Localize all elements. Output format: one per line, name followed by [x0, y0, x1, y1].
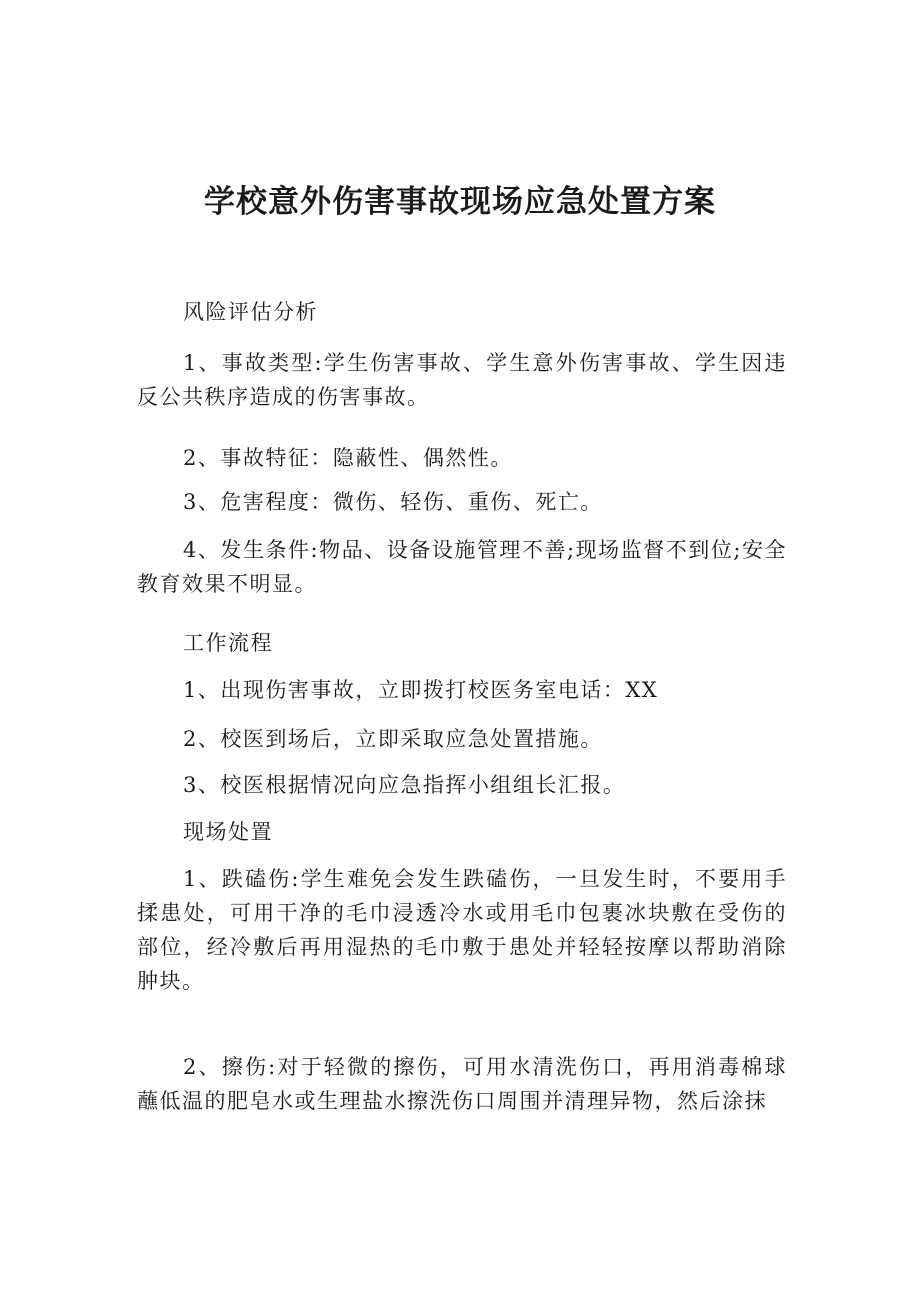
- section-heading-risk: 风险评估分析: [183, 300, 318, 324]
- paragraph: 2、擦伤:对于轻微的擦伤，可用水清洗伤口，再用消毒棉球蘸低温的肥皂水或生理盐水擦洗伤口周围并清理异物，然后涂抹: [137, 1055, 787, 1113]
- paragraph: 1、事故类型:学生伤害事故、学生意外伤害事故、学生因违反公共秩序造成的伤害事故。: [137, 351, 787, 409]
- paragraph: 2、校医到场后，立即采取应急处置措施。: [183, 727, 603, 751]
- document-title: 学校意外伤害事故现场应急处置方案: [204, 184, 716, 220]
- section-heading-onsite: 现场处置: [183, 820, 273, 844]
- paragraph: 2、事故特征：隐蔽性、偶然性。: [183, 446, 513, 470]
- paragraph: 4、发生条件:物品、设备设施管理不善;现场监督不到位;安全教育效果不明显。: [137, 538, 787, 596]
- paragraph: 1、出现伤害事故，立即拨打校医务室电话：XX: [183, 678, 659, 702]
- paragraph: 3、危害程度：微伤、轻伤、重伤、死亡。: [183, 490, 603, 514]
- paragraph: 1、跌磕伤:学生难免会发生跌磕伤，一旦发生时，不要用手揉患处，可用干净的毛巾浸透冷水或用毛巾包裹冰块敷在受伤的部位，经冷敷后再用湿热的毛巾敷于患处并轻轻按摩以帮助消除肿块。: [137, 867, 787, 993]
- section-heading-workflow: 工作流程: [183, 631, 273, 655]
- paragraph: 3、校医根据情况向应急指挥小组组长汇报。: [183, 773, 626, 797]
